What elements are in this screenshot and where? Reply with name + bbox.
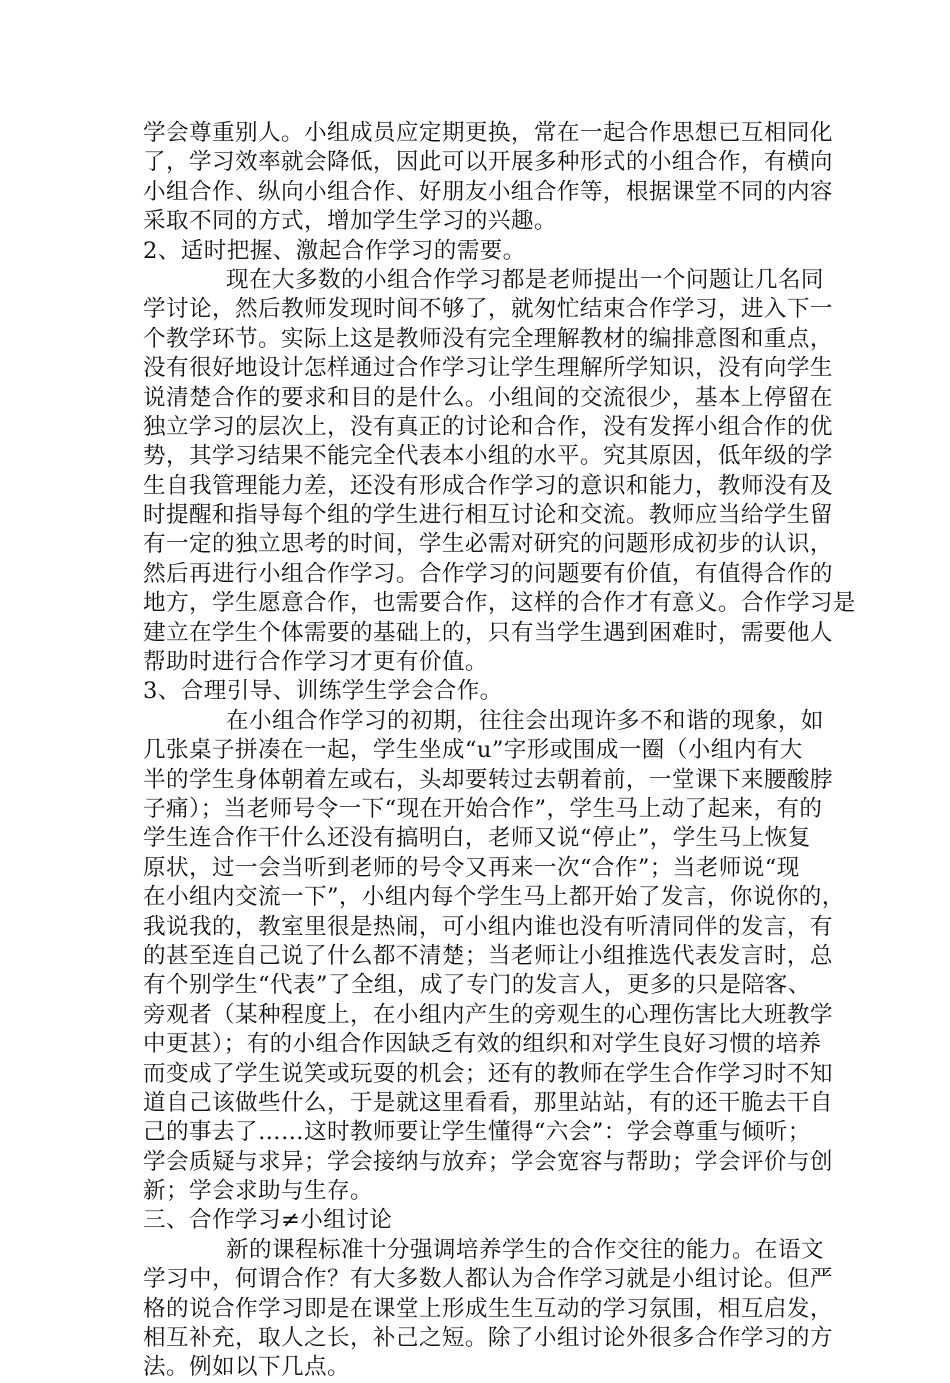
text-line: 我说我的，教室里很是热闹，可小组内谁也没有听清同伴的发言，有 xyxy=(143,913,833,940)
text-line: 子痛）；当老师号令一下“现在开始合作”，学生马上动了起来，有的 xyxy=(143,795,823,822)
text-line: 然后再进行小组合作学习。合作学习的问题要有价值，有值得合作的 xyxy=(143,560,833,587)
text-line: 个教学环节。实际上这是教师没有完全理解教材的编排意图和重点， xyxy=(143,325,833,352)
text-line: 生自我管理能力差，还没有形成合作学习的意识和能力，教师没有及 xyxy=(143,472,833,499)
text-line: 学生连合作干什么还没有搞明白，老师又说“停止”，学生马上恢复 xyxy=(143,825,811,852)
paragraph-first-line: 在小组合作学习的初期，往往会出现许多不和谐的现象，如 xyxy=(226,707,824,734)
text-line: 独立学习的层次上，没有真正的讨论和合作，没有发挥小组合作的优 xyxy=(143,413,833,440)
text-line: 而变成了学生说笑或玩耍的机会；还有的教师在学生合作学习时不知 xyxy=(143,1060,833,1087)
text-line: 地方，学生愿意合作，也需要合作，这样的合作才有意义。合作学习是 xyxy=(143,590,856,617)
text-line: 采取不同的方式，增加学生学习的兴趣。 xyxy=(143,208,557,235)
text-line: 学会质疑与求异；学会接纳与放弃；学会宽容与帮助；学会评价与创 xyxy=(143,1148,833,1175)
text-lines xyxy=(143,119,856,1383)
text-line: 说清楚合作的要求和目的是什么。小组间的交流很少，基本上停留在 xyxy=(143,384,833,411)
text-line: 相互补充，取人之长，补己之短。除了小组讨论外很多合作学习的方 xyxy=(143,1325,833,1352)
paragraph-first-line: 现在大多数的小组合作学习都是老师提出一个问题让几名同 xyxy=(226,266,824,293)
text-line: 道自己该做些什么，于是就这里看看，那里站站，有的还干脆去干自 xyxy=(143,1089,833,1116)
text-line: 有个别学生“代表”了全组，成了专门的发言人，更多的只是陪客、 xyxy=(143,972,811,999)
text-line: 学会尊重别人。小组成员应定期更换，常在一起合作思想已互相同化 xyxy=(143,120,833,146)
text-line: 法。例如以下几点。 xyxy=(143,1354,350,1381)
text-line: 学习中，何谓合作？有大多数人都认为合作学习就是小组讨论。但严 xyxy=(143,1266,833,1293)
paragraph-first-line: 新的课程标准十分强调培养学生的合作交往的能力。在语文 xyxy=(226,1236,824,1263)
text-line: 格的说合作学习即是在课堂上形成生生互动的学习氛围，相互启发， xyxy=(143,1295,833,1322)
text-line: 旁观者（某种程度上，在小组内产生的旁观生的心理伤害比大班教学 xyxy=(143,1001,833,1028)
text-line: 没有很好地设计怎样通过合作学习让学生理解所学知识，没有向学生 xyxy=(143,355,833,382)
text-line: 半的学生身体朝着左或右，头却要转过去朝着前，一堂课下来腰酸脖 xyxy=(143,766,833,793)
text-line: 中更甚）；有的小组合作因缺乏有效的组织和对学生良好习惯的培养 xyxy=(143,1031,822,1058)
text-line: 了，学习效率就会降低，因此可以开展多种形式的小组合作，有横向 xyxy=(143,149,833,176)
document-body xyxy=(143,119,856,1383)
text-line: 时提醒和指导每个组的学生进行相互讨论和交流。教师应当给学生留 xyxy=(143,502,833,529)
text-line: 学讨论，然后教师发现时间不够了，就匆忙结束合作学习，进入下一 xyxy=(143,296,833,323)
text-line: 建立在学生个体需要的基础上的，只有当学生遇到困难时，需要他人 xyxy=(143,619,833,646)
text-line: 原状，过一会当听到老师的号令又再来一次“合作”；当老师说“现 xyxy=(143,854,800,881)
text-line: 3、合理引导、训练学生学会合作。 xyxy=(143,678,503,705)
text-line: 2、适时把握、激起合作学习的需要。 xyxy=(143,237,526,264)
text-line: 帮助时进行合作学习才更有价值。 xyxy=(143,649,488,676)
text-line: 三、合作学习≠小组讨论 xyxy=(143,1207,393,1234)
text-line: 小组合作、纵向小组合作、好朋友小组合作等，根据课堂不同的内容 xyxy=(143,178,833,205)
text-line: 己的事去了……这时教师要让学生懂得“六会”：学会尊重与倾听； xyxy=(143,1119,811,1146)
text-line: 几张桌子拼凑在一起，学生坐成“u”字形或围成一圈（小组内有大 xyxy=(143,737,803,764)
text-line: 势，其学习结果不能完全代表本小组的水平。究其原因，低年级的学 xyxy=(143,443,833,470)
text-line: 的甚至连自己说了什么都不清楚；当老师让小组推选代表发言时，总 xyxy=(143,942,833,969)
text-line: 在小组内交流一下”，小组内每个学生马上都开始了发言，你说你的， xyxy=(143,884,845,911)
text-line: 新；学会求助与生存。 xyxy=(143,1178,373,1205)
text-line: 有一定的独立思考的时间，学生必需对研究的问题形成初步的认识， xyxy=(143,531,833,558)
